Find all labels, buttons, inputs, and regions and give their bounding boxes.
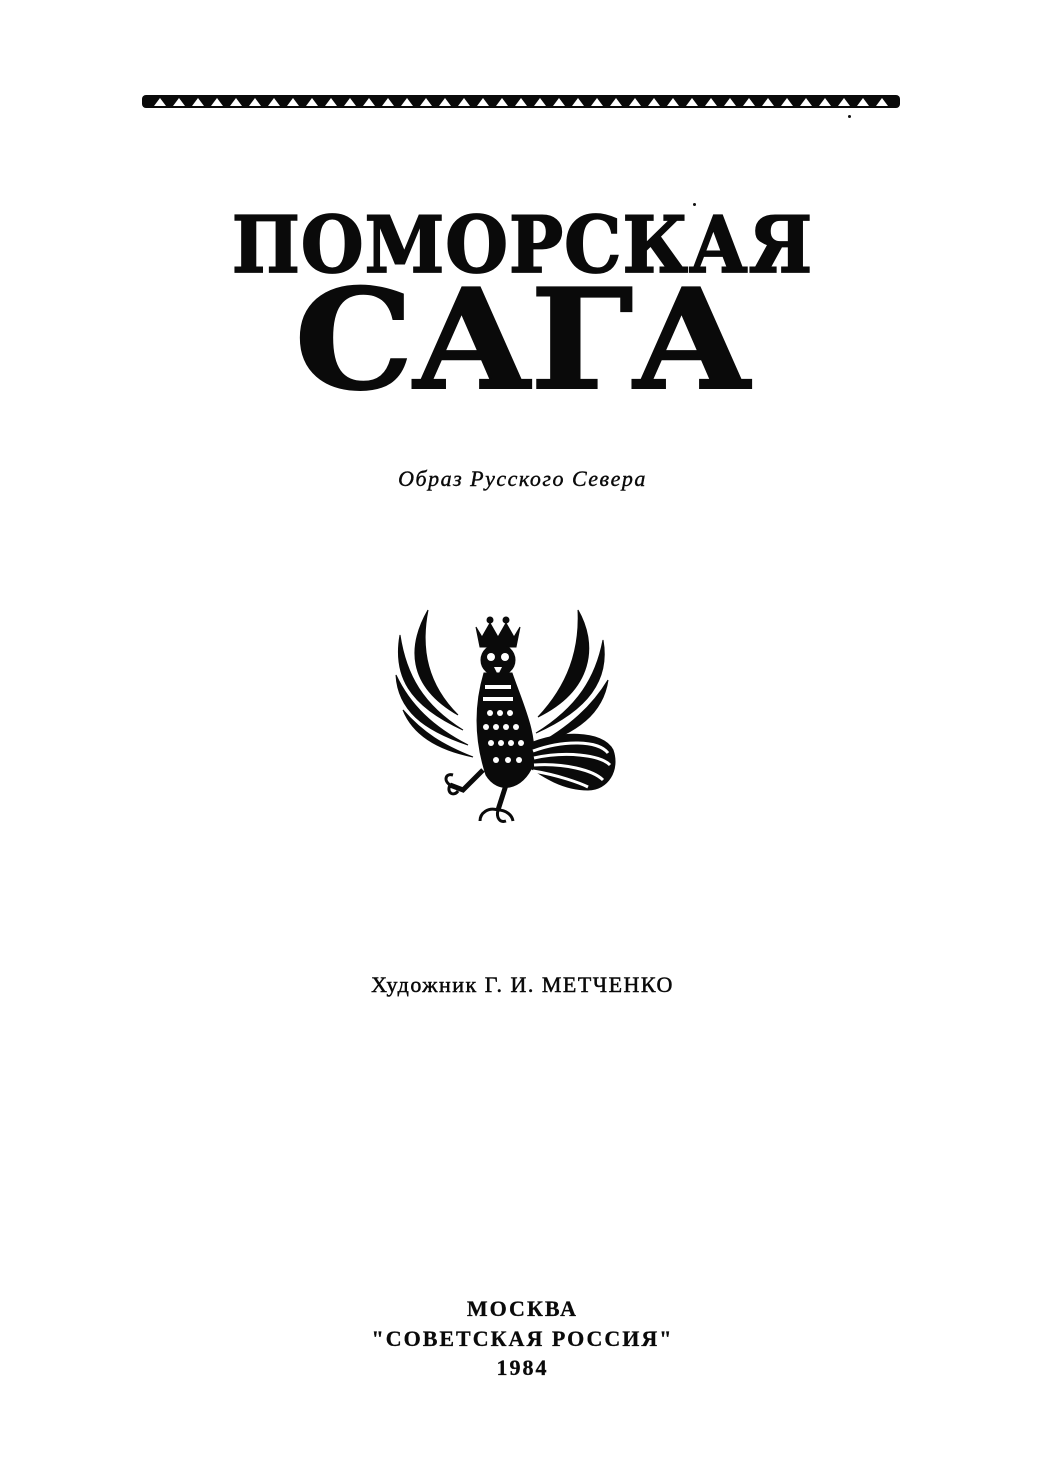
- imprint-publisher: "СОВЕТСКАЯ РОССИЯ": [371, 1326, 674, 1351]
- triangle-ornament-icon: [140, 90, 902, 112]
- firebird-emblem: [388, 605, 628, 835]
- print-speck: [848, 115, 851, 118]
- imprint-year: 1984: [496, 1355, 549, 1380]
- book-subtitle: Образ Русского Севера: [398, 466, 647, 491]
- decorative-border-band: [140, 90, 902, 112]
- crowned-bird-icon: [388, 605, 628, 835]
- book-title-line-2: САГА: [294, 258, 751, 421]
- imprint-city: МОСКВА: [466, 1296, 579, 1321]
- book-title-line-1: ПОМОРСКАЯ: [231, 198, 814, 291]
- artist-credit: Художник Г. И. МЕТЧЕНКО: [371, 972, 674, 997]
